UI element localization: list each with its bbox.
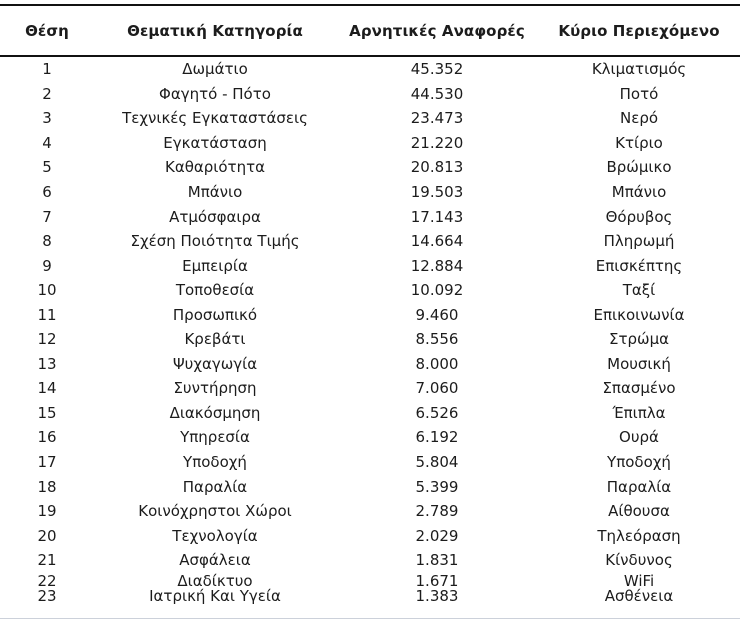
cell-main-content: Υποδοχή [607,453,671,472]
cell-negative-mentions: 1.383 [415,587,459,606]
cell-category: Σχέση Ποιότητα Τιμής [130,232,300,251]
col-header-negative-mentions: Αρνητικές Αναφορές [349,21,525,40]
cell-negative-mentions: 20.813 [410,158,464,177]
table-row [0,229,740,254]
cell-position: 10 [37,281,57,300]
cell-main-content: Κίνδυνος [605,551,673,570]
cell-category: Υπηρεσία [180,428,250,447]
cell-position: 3 [42,109,52,128]
cell-category: Ψυχαγωγία [172,354,258,373]
cell-position: 8 [42,232,52,251]
cell-negative-mentions: 44.530 [410,84,464,103]
cell-position: 20 [37,526,57,545]
cell-main-content: Μουσική [607,354,671,373]
cell-position: 15 [37,403,57,422]
cell-category: Μπάνιο [187,183,243,201]
cell-negative-mentions: 23.473 [410,109,464,128]
cell-negative-mentions: 2.029 [415,526,459,545]
cell-category: Τοποθεσία [175,281,255,300]
cell-position: 19 [37,502,57,521]
cell-negative-mentions: 17.143 [410,207,464,226]
cell-main-content: WiFi [623,572,655,591]
table-row [0,352,740,377]
table-bottom-rule [0,618,740,619]
cell-main-content: Πληρωμή [603,232,675,251]
table-header-row [0,6,740,55]
cell-negative-mentions: 12.884 [410,256,464,275]
cell-main-content: Παραλία [606,477,672,496]
cell-position: 6 [42,183,52,201]
cell-category: Κοινόχρηστοι Χώροι [138,502,292,521]
cell-position: 7 [42,207,52,226]
cell-negative-mentions: 6.192 [415,428,459,447]
cell-position: 14 [37,379,57,398]
cell-main-content: Ουρά [619,428,659,447]
cell-category: Προσωπικό [172,305,258,324]
cell-negative-mentions: 9.460 [415,305,459,324]
table-body [0,57,740,606]
cell-main-content: Επικοινωνία [593,305,685,324]
cell-position: 21 [37,551,57,570]
cell-negative-mentions: 2.789 [415,502,459,521]
cell-category: Δωμάτιο [182,60,248,79]
cell-category: Παραλία [182,477,248,496]
table-row [0,401,740,426]
cell-main-content: Βρώμικο [606,158,672,177]
cell-position: 1 [42,60,52,79]
col-header-position: Θέση [25,21,69,40]
cell-negative-mentions: 6.526 [415,403,459,422]
cell-position: 17 [37,453,57,472]
table-row [0,523,740,548]
table-row [0,376,740,401]
cell-main-content: Κλιματισμός [591,60,687,79]
table-row [0,425,740,450]
cell-main-content: Αίθουσα [608,502,670,521]
table-row [0,155,740,180]
cell-position: 16 [37,428,57,447]
cell-main-content: Επισκέπτης [595,256,683,275]
table-row [0,131,740,156]
cell-negative-mentions: 7.060 [415,379,459,398]
cell-negative-mentions: 5.399 [415,477,459,496]
cell-negative-mentions: 8.000 [415,354,459,373]
cell-category: Συντήρηση [173,379,257,398]
table-row [0,572,740,591]
table-row [0,302,740,327]
table-row [0,106,740,131]
cell-category: Καθαριότητα [164,158,266,177]
cell-category: Ασφάλεια [179,551,251,570]
cell-position: 9 [42,256,52,275]
table-row [0,253,740,278]
col-header-main-content: Κύριο Περιεχόμενο [558,21,720,40]
cell-category: Διαδίκτυο [177,572,253,591]
cell-category: Ιατρική Και Υγεία [149,587,281,606]
cell-negative-mentions: 14.664 [410,232,464,251]
table-row [0,82,740,107]
cell-position: 11 [37,305,57,324]
cell-category: Υποδοχή [183,453,247,472]
table-row [0,180,740,205]
cell-negative-mentions: 21.220 [410,133,464,152]
cell-main-content: Σπασμένο [602,379,676,398]
table-row [0,499,740,524]
table-row [0,57,740,82]
cell-position: 23 [37,587,57,606]
cell-position: 13 [37,354,57,373]
cell-negative-mentions: 19.503 [410,183,464,201]
cell-category: Τεχνικές Εγκαταστάσεις [122,109,308,128]
cell-category: Τεχνολογία [172,526,258,545]
cell-negative-mentions: 45.352 [410,60,464,79]
cell-main-content: Θόρυβος [605,207,673,226]
cell-category: Κρεβάτι [184,330,246,349]
cell-negative-mentions: 10.092 [410,281,464,300]
cell-category: Εμπειρία [182,256,248,275]
table-row [0,548,740,573]
cell-negative-mentions: 1.671 [415,572,459,591]
cell-category: Διακόσμηση [169,403,261,422]
cell-main-content: Μπάνιο [611,183,667,201]
cell-category: Εγκατάσταση [163,133,267,152]
cell-position: 2 [42,84,52,103]
cell-position: 18 [37,477,57,496]
cell-negative-mentions: 1.831 [415,551,459,570]
cell-position: 22 [37,572,57,591]
col-header-category: Θεματική Κατηγορία [127,21,303,40]
cell-main-content: Στρώμα [608,330,670,349]
cell-position: 5 [42,158,52,177]
cell-category: Ατμόσφαιρα [169,207,261,226]
cell-category: Φαγητό - Πότο [159,84,271,103]
table-row [0,474,740,499]
cell-main-content: Τηλεόραση [597,526,681,545]
table-row [0,204,740,229]
table-row [0,327,740,352]
table-row [0,587,740,606]
table-row [0,278,740,303]
cell-main-content: Ταξί [622,281,656,300]
cell-negative-mentions: 8.556 [415,330,459,349]
cell-main-content: Κτίριο [615,133,663,152]
cell-main-content: Έπιπλα [612,403,666,422]
cell-position: 4 [42,133,52,152]
cell-negative-mentions: 5.804 [415,453,459,472]
cell-main-content: Νερό [619,109,659,128]
cell-main-content: Ποτό [619,84,659,103]
cell-position: 12 [37,330,57,349]
table-row [0,450,740,475]
cell-main-content: Ασθένεια [604,587,674,606]
